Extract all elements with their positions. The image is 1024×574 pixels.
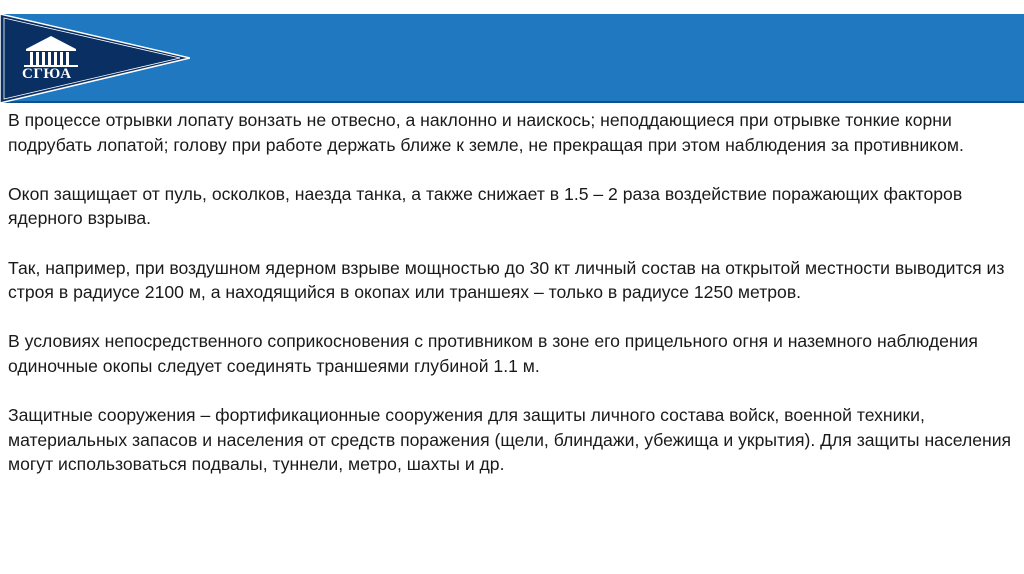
paragraph-connecting-trenches: В условиях непосредственного соприкосновения с противником в зоне его прицельного огня и наземного наблюдения одиночные окопы следует соединять траншеями глубиной 1.1 м. xyxy=(8,331,978,376)
top-margin xyxy=(0,0,1024,14)
paragraph-trench-digging: В процессе отрывки лопату вонзать не отвесно, а наклонно и наискось; неподдающиеся при отрывке тонкие корни подрубать лопатой; голову при работе держать ближе к земле, не прекращая при этом наблюдения за противником. xyxy=(8,110,964,155)
slide-body xyxy=(8,108,1018,477)
pennant-logo xyxy=(0,14,190,103)
paragraph-nuclear-example: Так, например, при воздушном ядерном взрыве мощностью до 30 кт личный состав на открытой местности выводится из строя в радиусе 2100 м, а находящийся в окопах или траншеях – только в радиусе 1250 метров. xyxy=(8,257,1005,303)
paragraph-protective-structures: Защитные сооружения – фортификационные сооружения для защиты личного состава войск, военной техники, материальных запасов и населения от средств поражения (щели, блиндажи, убежища и укрытия). Для защиты населения могут использоваться подвалы, туннели, метро, шахты и др. xyxy=(8,405,1012,475)
logo-text: СГЮА xyxy=(22,66,72,82)
paragraph-trench-protection: Окоп защищает от пуль, осколков, наезда танка, а также снижает в 1.5 – 2 раза воздействие поражающих факторов ядерного взрыва. xyxy=(8,183,963,229)
